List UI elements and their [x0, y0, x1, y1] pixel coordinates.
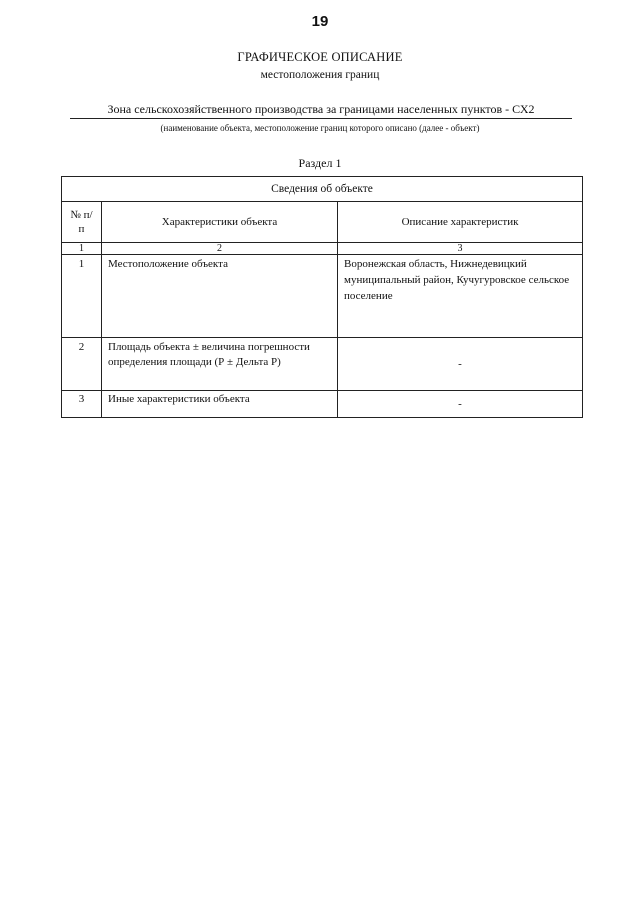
- row-number: 1: [62, 255, 102, 338]
- table-row: [62, 391, 583, 418]
- row-number: 3: [62, 391, 102, 418]
- header-description: Описание характеристик: [338, 202, 583, 243]
- table-row: [62, 255, 583, 338]
- row-number: 2: [62, 338, 102, 391]
- column-number-2: 2: [102, 243, 338, 255]
- column-number-1: 1: [62, 243, 102, 255]
- header-number: № п/п: [62, 202, 102, 243]
- document-title: ГРАФИЧЕСКОЕ ОПИСАНИЕ: [237, 50, 403, 64]
- table-row: [62, 338, 583, 391]
- table-caption: Сведения об объекте: [62, 177, 583, 202]
- section-title: Раздел 1: [298, 156, 342, 170]
- row-description: -: [338, 338, 583, 391]
- row-description: -: [338, 391, 583, 418]
- object-name-note: (наименование объекта, местоположение границ которого описано (далее - объект): [160, 123, 480, 133]
- column-number-3: 3: [338, 243, 583, 255]
- object-name: Зона сельскохозяйственного производства за границами населенных пунктов - СХ2: [70, 102, 572, 119]
- header-characteristics: Характеристики объекта: [102, 202, 338, 243]
- page-number: 19: [311, 13, 329, 30]
- row-characteristic: Площадь объекта ± величина погрешности определения площади (Р ± Дельта Р): [102, 338, 338, 391]
- row-characteristic: Местоположение объекта: [102, 255, 338, 338]
- row-description: Воронежская область, Нижнедевицкий муниципальный район, Кучугуровское сельское поселение: [338, 255, 583, 338]
- row-characteristic: Иные характеристики объекта: [102, 391, 338, 418]
- document-subtitle: местоположения границ: [260, 69, 380, 81]
- object-info-table: [61, 176, 583, 418]
